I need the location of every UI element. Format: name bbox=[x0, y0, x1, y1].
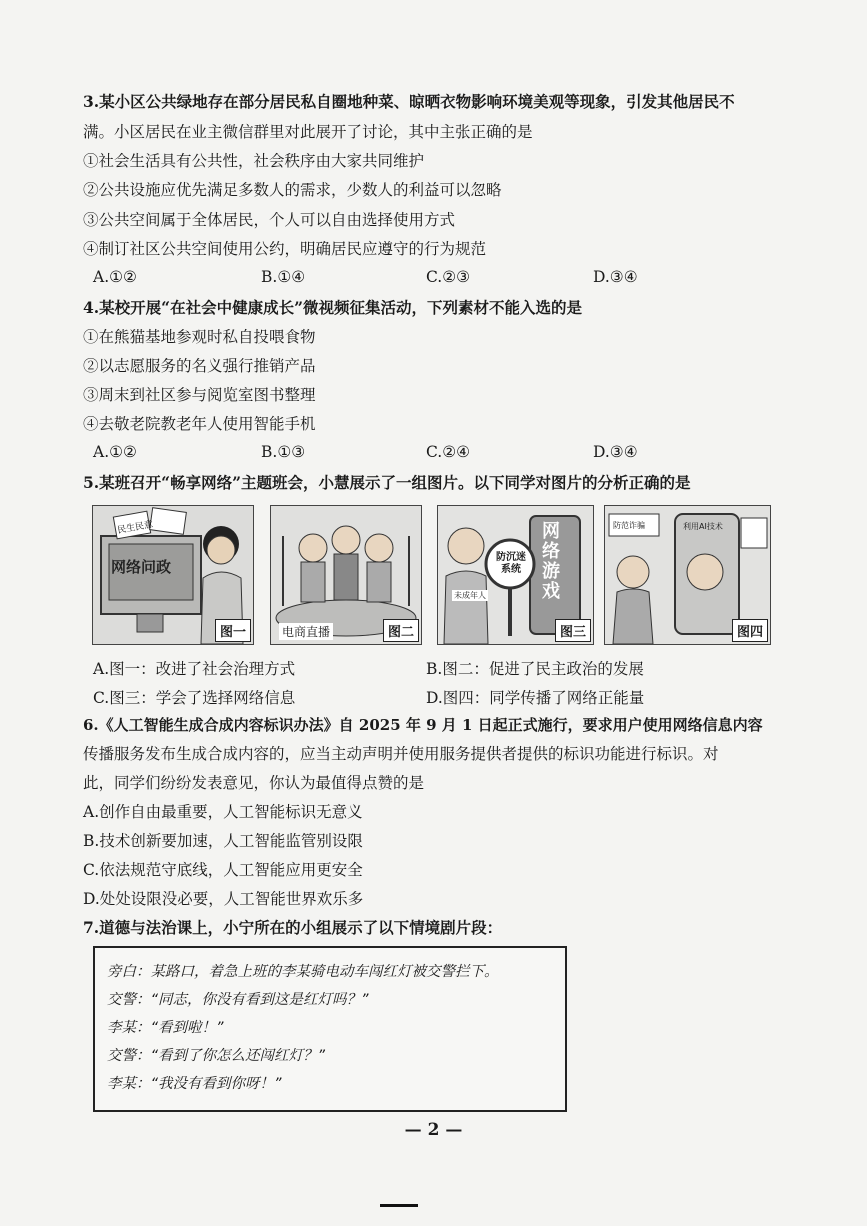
q5-picture-row bbox=[92, 505, 772, 645]
q7-script-line-4: 交警：“看到了你怎么还闯红灯？” bbox=[107, 1048, 326, 1064]
q6-option-a[interactable]: A.创作自由最重要，人工智能标识无意义 bbox=[83, 803, 363, 821]
q7-script-line-3: 李某：“看到啦！” bbox=[107, 1020, 224, 1036]
q5-picture-3 bbox=[437, 505, 594, 645]
p3-sign-text: 防沉迷系统 bbox=[496, 552, 526, 575]
q6-option-c[interactable]: C.依法规范守底线，人工智能应用更安全 bbox=[83, 861, 363, 879]
binding-mark bbox=[380, 1198, 418, 1207]
q3-stem-line2: 满。小区居民在业主微信群里对此展开了讨论，其中主张正确的是 bbox=[83, 123, 533, 141]
q4-option-d[interactable]: D.③④ bbox=[593, 443, 638, 461]
q3-option-d[interactable]: D.③④ bbox=[593, 268, 638, 286]
q4-option-a[interactable]: A.①② bbox=[93, 443, 137, 461]
q5-options-row1 bbox=[83, 657, 843, 677]
q4-item-3: ③周末到社区参与阅览室图书整理 bbox=[83, 386, 316, 404]
q3-stem-line1: 3.某小区公共绿地存在部分居民私自圈地种菜、晾晒衣物影响环境美观等现象，引发其他居民不 bbox=[83, 92, 735, 111]
q5-picture-4 bbox=[604, 505, 771, 645]
q7-script-line-5: 李某：“我没有看到你呀！” bbox=[107, 1076, 282, 1092]
q7-script-box bbox=[93, 946, 567, 1112]
q3-item-2: ②公共设施应优先满足多数人的需求，少数人的利益可以忽略 bbox=[83, 181, 502, 199]
q3-options bbox=[83, 268, 843, 288]
p3-badge-text: 未成年人 bbox=[454, 591, 486, 600]
q7-stem: 7.道德与法治课上，小宁所在的小组展示了以下情境剧片段： bbox=[83, 918, 503, 937]
q5-picture-2 bbox=[270, 505, 422, 645]
q3-option-a[interactable]: A.①② bbox=[93, 268, 137, 286]
q5-option-c[interactable]: C.图三：学会了选择网络信息 bbox=[93, 689, 296, 707]
q3-option-b[interactable]: B.①④ bbox=[261, 268, 306, 286]
q5-stem: 5.某班召开“畅享网络”主题班会，小慧展示了一组图片。以下同学对图片的分析正确的是 bbox=[83, 473, 691, 492]
q7-script-line-2: 交警：“同志，你没有看到这是红灯吗？” bbox=[107, 992, 369, 1008]
q5-option-b[interactable]: B.图二：促进了民主政治的发展 bbox=[426, 660, 644, 678]
p4-bubble-text: 防范诈骗 bbox=[613, 521, 645, 530]
q3-item-3: ③公共空间属于全体居民，个人可以自由选择使用方式 bbox=[83, 211, 456, 229]
picture-2-caption: 图二 bbox=[383, 619, 419, 642]
q3-item-1: ①社会生活具有公共性，社会秩序由大家共同维护 bbox=[83, 152, 425, 170]
q6-option-b[interactable]: B.技术创新要加速，人工智能监管别设限 bbox=[83, 832, 363, 850]
p1-paper-text: 民生民意 bbox=[116, 519, 154, 537]
q6-stem-line2: 传播服务发布生成合成内容的，应当主动声明并使用服务提供者提供的标识功能进行标识。对 bbox=[83, 745, 719, 763]
picture-1-caption: 图一 bbox=[215, 619, 251, 642]
p2-label: 电商直播 bbox=[279, 623, 333, 640]
q3-item-4: ④制订社区公共空间使用公约，明确居民应遵守的行为规范 bbox=[83, 240, 487, 258]
q3-option-c[interactable]: C.②③ bbox=[426, 268, 471, 286]
q4-item-2: ②以志愿服务的名义强行推销产品 bbox=[83, 357, 316, 375]
q4-item-4: ④去敬老院教老年人使用智能手机 bbox=[83, 415, 316, 433]
q7-script-line-1: 旁白：某路口，着急上班的李某骑电动车闯红灯被交警拦下。 bbox=[107, 964, 499, 980]
q4-stem: 4.某校开展“在社会中健康成长”微视频征集活动，下列素材不能入选的是 bbox=[83, 298, 583, 317]
q6-stem-line1: 6.《人工智能生成合成内容标识办法》自 2025 年 9 月 1 日起正式施行，要求用户使用网络信息内容 bbox=[83, 716, 763, 734]
picture-4-caption: 图四 bbox=[732, 619, 768, 642]
q5-options-row2 bbox=[83, 686, 843, 706]
q4-item-1: ①在熊猫基地参观时私自投喂食物 bbox=[83, 328, 316, 346]
p4-phone-text: 利用AI技术 bbox=[683, 522, 723, 531]
q4-option-b[interactable]: B.①③ bbox=[261, 443, 306, 461]
p3-game-text: 网络游戏 bbox=[542, 521, 560, 602]
q5-option-d[interactable]: D.图四：同学传播了网络正能量 bbox=[426, 689, 645, 707]
p1-screen-text: 网络问政 bbox=[111, 558, 172, 576]
q4-option-c[interactable]: C.②④ bbox=[426, 443, 471, 461]
q5-option-a[interactable]: A.图一：改进了社会治理方式 bbox=[93, 660, 296, 678]
q4-options bbox=[83, 443, 843, 463]
picture-3-caption: 图三 bbox=[555, 619, 591, 642]
page-number: — 2 — bbox=[404, 1120, 463, 1140]
q5-picture-1 bbox=[92, 505, 254, 645]
q6-option-d[interactable]: D.处处设限没必要，人工智能世界欢乐多 bbox=[83, 890, 364, 908]
q6-stem-line3: 此，同学们纷纷发表意见，你认为最值得点赞的是 bbox=[83, 774, 425, 792]
